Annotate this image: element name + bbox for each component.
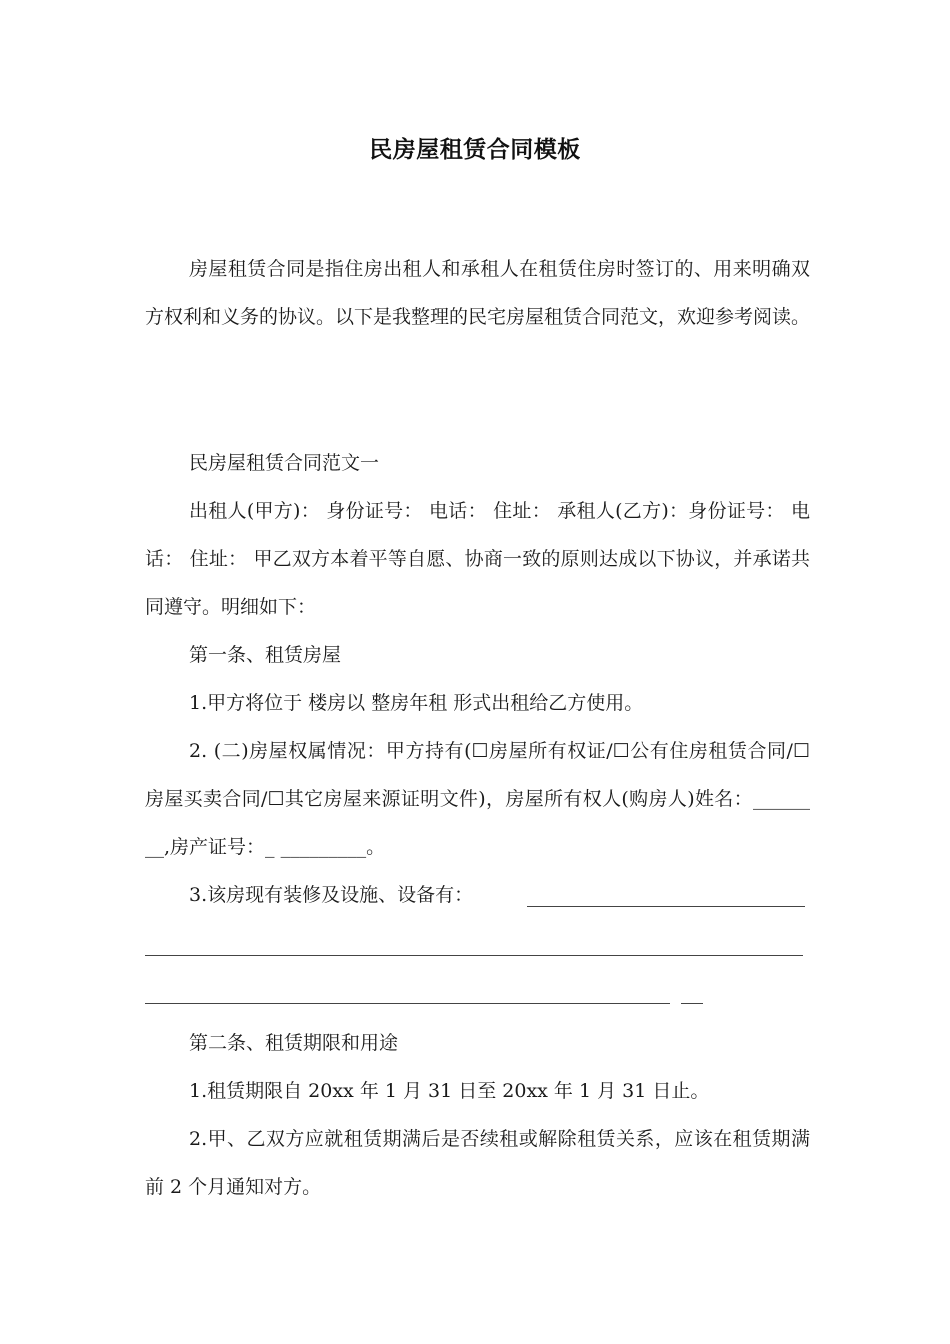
blank-underline-4 xyxy=(681,1003,703,1004)
parties-paragraph: 出租人(甲方)： 身份证号： 电话： 住址： 承租人(乙方)：身份证号： 电话： 住址： 甲乙双方本着平等自愿、协商一致的原则达成以下协议，并承诺共同遵守。明细如下： xyxy=(145,500,810,618)
intro-block xyxy=(145,245,810,341)
article1-item2: 2. (二)房屋权属情况：甲方持有(☐房屋所有权证/☐公有住房租赁合同/☐房屋买卖合同/☐其它房屋来源证明文件)，房屋所有权人(购房人)姓名：______ __,房产证号：_ _________。 xyxy=(145,740,810,858)
blank-underline-1 xyxy=(527,906,805,907)
article1-item3: 3.该房现有装修及设施、设备有： xyxy=(189,884,474,906)
blank-underline-3 xyxy=(145,1003,670,1004)
contract-body xyxy=(145,439,810,919)
article2-item1: 1.租赁期限自 20xx 年 1 月 31 日至 20xx 年 1 月 31 日止。 xyxy=(189,1080,710,1102)
article1-item1: 1.甲方将位于 楼房以 整房年租 形式出租给乙方使用。 xyxy=(189,692,644,714)
article2-item2: 2.甲、乙双方应就租赁期满后是否续租或解除租赁关系，应该在租赁期满前 2 个月通知对方。 xyxy=(145,1128,810,1198)
blank-underline-2 xyxy=(145,955,803,956)
article1-heading: 第一条、租赁房屋 xyxy=(189,644,342,666)
intro-paragraph: 房屋租赁合同是指住房出租人和承租人在租赁住房时签订的、用来明确双方权利和义务的协议。以下是我整理的民宅房屋租赁合同范文，欢迎参考阅读。 xyxy=(145,258,811,328)
section-heading: 民房屋租赁合同范文一 xyxy=(189,452,380,474)
article2-block xyxy=(145,1019,810,1211)
article2-heading: 第二条、租赁期限和用途 xyxy=(189,1032,399,1054)
document-title: 民房屋租赁合同模板 xyxy=(369,137,581,163)
